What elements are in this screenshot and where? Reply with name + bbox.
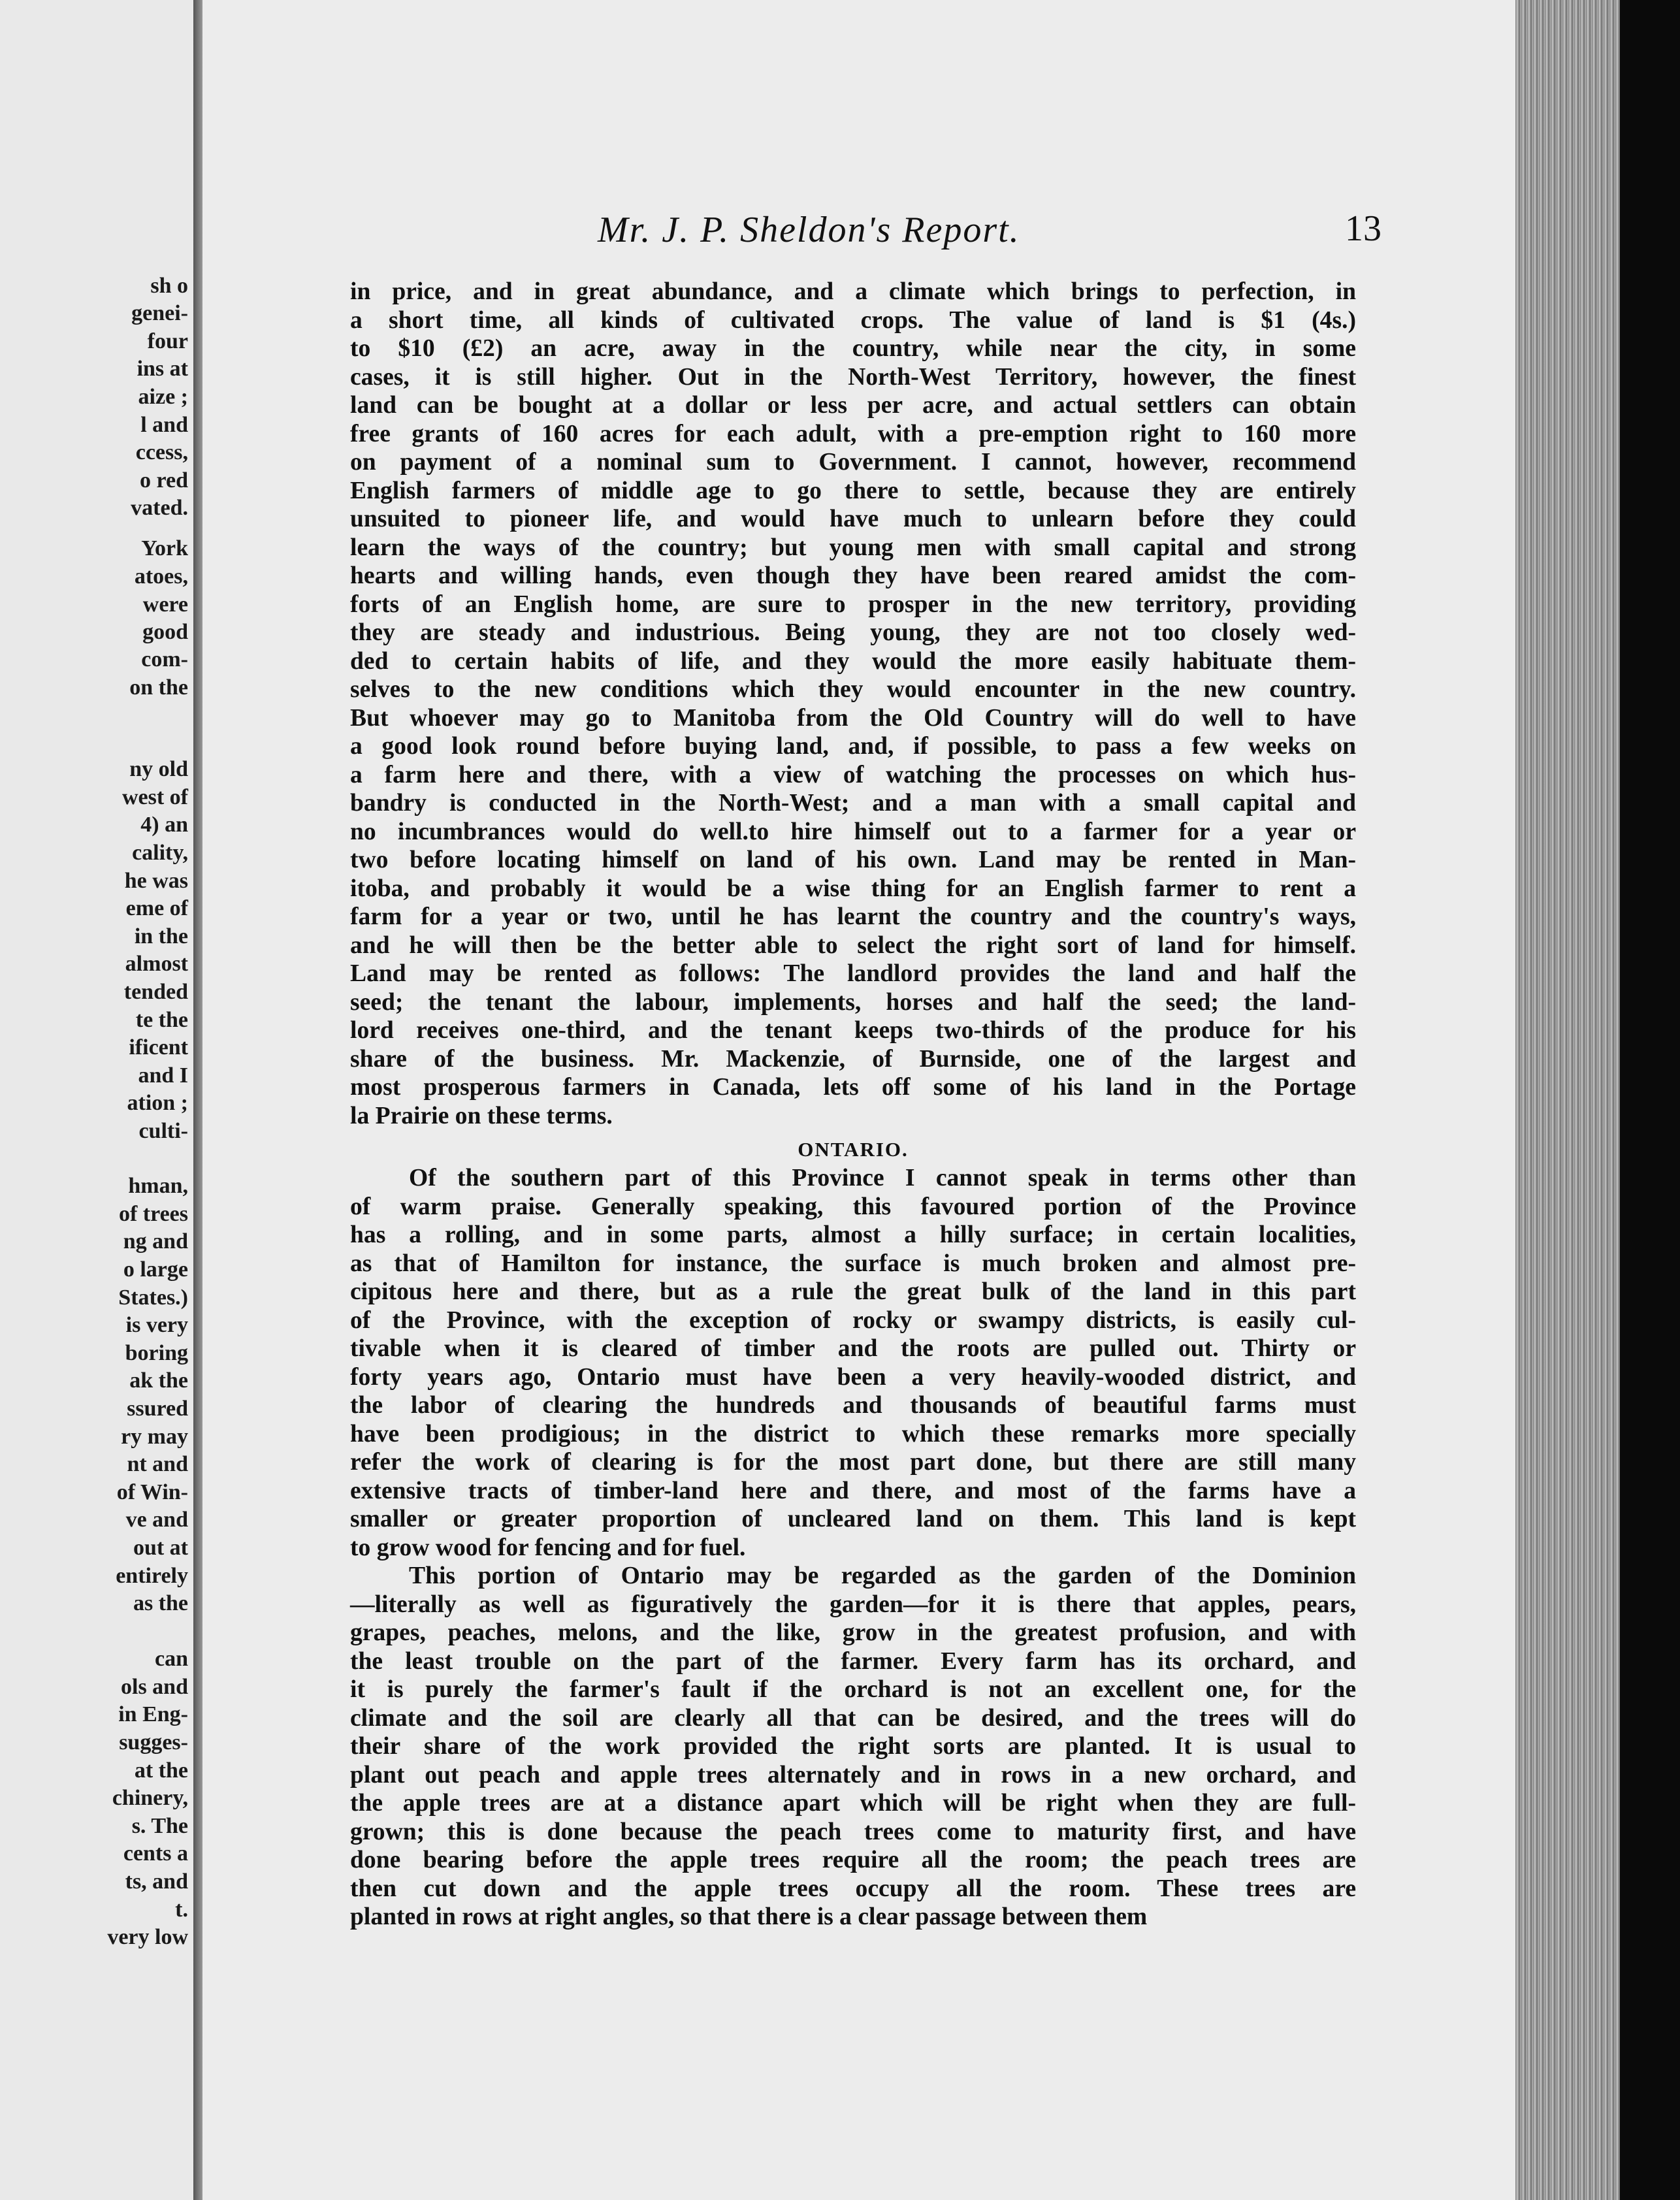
text-line: unsuited to pioneer life, and would have much to unlearn before they could <box>350 506 1356 532</box>
text-line: This portion of Ontario may be regarded as the garden of the Dominion <box>409 1562 1356 1589</box>
left-page-line: chinery, <box>112 1786 188 1810</box>
left-page-line: eme of <box>125 896 188 920</box>
left-page-line: ificent <box>129 1035 188 1060</box>
text-line: the labor of clearing the hundreds and thousands of beautiful farms must <box>350 1392 1356 1419</box>
text-line: the apple trees are at a distance apart which will be right when they are full- <box>350 1790 1356 1817</box>
text-line: they are steady and industrious. Being young, they are not too closely wed- <box>350 619 1356 646</box>
text-line: most prosperous farmers in Canada, lets off some of his land in the Portage <box>350 1074 1356 1101</box>
text-line: their share of the work provided the right sorts are planted. It is usual to <box>350 1733 1356 1760</box>
text-line: lord receives one-third, and the tenant keeps two-thirds of the produce for his <box>350 1017 1356 1044</box>
left-page-line: boring <box>125 1341 188 1365</box>
left-page-line: t. <box>175 1898 188 1922</box>
left-page-line: atoes, <box>134 564 188 589</box>
text-line: in price, and in great abundance, and a climate which brings to perfection, in <box>350 278 1356 305</box>
left-page-line: good <box>142 620 188 644</box>
left-page-fragment <box>0 0 193 2200</box>
text-line: to grow wood for fencing and for fuel. <box>350 1534 746 1561</box>
left-page-line: ssured <box>127 1397 188 1421</box>
text-line: planted in rows at right angles, so that there is a clear passage between them <box>350 1903 1148 1930</box>
text-line: of warm praise. Generally speaking, this favoured portion of the Province <box>350 1193 1356 1220</box>
text-line: free grants of 160 acres for each adult, with a pre-emption right to 160 more <box>350 420 1356 447</box>
left-page-line: culti- <box>138 1119 188 1143</box>
left-page-line: hman, <box>128 1174 188 1198</box>
text-line: it is purely the farmer's fault if the orchard is not an excellent one, for the <box>350 1676 1356 1703</box>
text-line: refer the work of clearing is for the most part done, but there are still many <box>350 1449 1356 1476</box>
text-line: plant out peach and apple trees alternately and in rows in a new orchard, and <box>350 1761 1356 1788</box>
left-page-line: at the <box>134 1758 188 1783</box>
left-page-line: is very <box>125 1313 188 1337</box>
text-line: learn the ways of the country; but young men with small capital and strong <box>350 534 1356 561</box>
left-page-line: te the <box>135 1008 188 1032</box>
left-page-line: nt and <box>127 1452 188 1476</box>
left-page-line: in Eng- <box>118 1702 188 1726</box>
text-line: Of the southern part of this Province I cannot speak in terms other than <box>409 1165 1356 1191</box>
left-page-line: l and <box>140 413 188 437</box>
left-page-line: ols and <box>121 1675 188 1699</box>
text-line: two before locating himself on land of his own. Land may be rented in Man- <box>350 847 1356 873</box>
left-page-line: sugges- <box>119 1730 188 1755</box>
text-line: grown; this is done because the peach trees come to maturity first, and have <box>350 1818 1356 1845</box>
text-line: to $10 (£2) an acre, away in the country, while near the city, in some <box>350 335 1356 362</box>
left-page-line: as the <box>133 1591 188 1615</box>
left-page-line: ny old <box>129 757 188 781</box>
left-page-line: can <box>155 1647 188 1671</box>
left-page-line: York <box>141 536 188 560</box>
text-line: cases, it is still higher. Out in the North-West Territory, however, the finest <box>350 363 1356 391</box>
text-line: farm for a year or two, until he has learnt the country and the country's ways, <box>350 903 1356 930</box>
left-page-line: ry may <box>121 1425 188 1449</box>
text-line: a good look round before buying land, and, if possible, to pass a few weeks on <box>350 733 1356 760</box>
text-line: cipitous here and there, but as a rule the great bulk of the land in this part <box>350 1278 1356 1305</box>
text-line: a short time, all kinds of cultivated crops. The value of land is $1 (4s.) <box>350 306 1356 334</box>
left-page-line: four <box>147 329 188 353</box>
text-line: English farmers of middle age to go there to settle, because they are entirely <box>350 477 1356 504</box>
left-page-line: ak the <box>129 1368 188 1393</box>
left-page-line: of Win- <box>116 1480 188 1504</box>
left-page-line: very low <box>107 1925 188 1949</box>
text-line: the least trouble on the part of the farmer. Every farm has its orchard, and <box>350 1647 1356 1675</box>
text-line: forty years ago, Ontario must have been a very heavily-wooded district, and <box>350 1363 1356 1391</box>
text-line: —literally as well as figuratively the garden—for it is there that apples, pears, <box>350 1591 1356 1618</box>
left-page-line: genei- <box>131 301 188 325</box>
book-gutter <box>193 0 202 2200</box>
left-page-line: cality, <box>132 841 188 865</box>
running-head: Mr. J. P. Sheldon's Report. <box>598 210 1020 250</box>
left-page-line: ation ; <box>127 1091 188 1115</box>
left-page-line: and I <box>138 1063 188 1088</box>
left-page-line: out at <box>133 1536 188 1560</box>
left-page-line: o red <box>140 468 188 493</box>
left-page-line: tended <box>123 980 188 1004</box>
text-line: seed; the tenant the labour, implements, horses and half the seed; the land- <box>350 988 1356 1016</box>
text-line: done bearing before the apple trees require all the room; the peach trees are <box>350 1847 1356 1873</box>
section-heading: ONTARIO. <box>798 1138 909 1161</box>
left-page-line: cents a <box>123 1841 188 1866</box>
text-line: la Prairie on these terms. <box>350 1102 613 1129</box>
left-page-line: ccess, <box>135 440 188 464</box>
text-line: ded to certain habits of life, and they would the more easily habituate them- <box>350 647 1356 675</box>
left-page-line: ve and <box>125 1508 188 1532</box>
text-line: on payment of a nominal sum to Government. I cannot, however, recommend <box>350 449 1356 476</box>
left-page-line: s. The <box>131 1814 188 1838</box>
left-page-line: west of <box>121 785 188 809</box>
left-page-line: in the <box>134 924 188 948</box>
text-line: tivable when it is cleared of timber and the roots are pulled out. Thirty or <box>350 1335 1356 1362</box>
text-line: then cut down and the apple trees occupy all the room. These trees are <box>350 1875 1356 1902</box>
left-page-line: ts, and <box>125 1869 188 1894</box>
text-line: forts of an English home, are sure to prosper in the new territory, providing <box>350 590 1356 618</box>
text-line: extensive tracts of timber-land here and there, and most of the farms have a <box>350 1477 1356 1504</box>
left-page-line: vated. <box>131 496 188 520</box>
text-line: and he will then be the better able to select the right sort of land for himself. <box>350 931 1356 959</box>
left-page-line: States.) <box>118 1286 188 1310</box>
page-number: 13 <box>1345 208 1381 249</box>
text-line: land can be bought at a dollar or less per acre, and actual settlers can obtain <box>350 392 1356 419</box>
left-page-line: sh o <box>150 274 188 298</box>
left-page-line: of trees <box>118 1202 188 1226</box>
text-line: has a rolling, and in some parts, almost a hilly surface; in certain localities, <box>350 1221 1356 1248</box>
left-page-line: ins at <box>137 357 188 381</box>
text-line: have been prodigious; in the district to which these remarks more specially <box>350 1420 1356 1448</box>
text-line: itoba, and probably it would be a wise thing for an English farmer to rent a <box>350 875 1356 902</box>
body-text <box>350 278 1356 1932</box>
left-page-line: on the <box>129 675 188 700</box>
text-line: as that of Hamilton for instance, the surface is much broken and almost pre- <box>350 1250 1356 1277</box>
left-page-line: almost <box>125 952 188 976</box>
left-page-line: ng and <box>123 1229 188 1254</box>
left-page-line: 4) an <box>140 813 188 837</box>
left-page-line: aize ; <box>138 385 188 409</box>
text-line: smaller or greater proportion of uncleared land on them. This land is kept <box>350 1506 1356 1532</box>
text-line: climate and the soil are clearly all that can be desired, and the trees will do <box>350 1704 1356 1732</box>
text-line: a farm here and there, with a view of watching the processes on which hus- <box>350 761 1356 788</box>
text-line: bandry is conducted in the North-West; and a man with a small capital and <box>350 790 1356 817</box>
text-line: hearts and willing hands, even though they have been reared amidst the com- <box>350 562 1356 589</box>
text-line: Land may be rented as follows: The landlord provides the land and half the <box>350 960 1356 987</box>
left-page-line: he was <box>124 869 188 893</box>
left-page-line: o large <box>123 1257 188 1282</box>
text-line: of the Province, with the exception of rocky or swampy districts, is easily cul- <box>350 1306 1356 1334</box>
text-line: selves to the new conditions which they would encounter in the new country. <box>350 676 1356 703</box>
text-line: no incumbrances would do well.to hire himself out to a farmer for a year or <box>350 818 1356 845</box>
text-line: share of the business. Mr. Mackenzie, of Burnside, one of the largest and <box>350 1045 1356 1073</box>
left-page-line: were <box>142 592 188 617</box>
text-line: grapes, peaches, melons, and the like, grow in the greatest profusion, and with <box>350 1619 1356 1646</box>
left-page-line: entirely <box>116 1564 188 1588</box>
scan-border <box>1620 0 1680 2200</box>
left-page-line: com- <box>141 647 188 671</box>
text-line: But whoever may go to Manitoba from the Old Country will do well to have <box>350 704 1356 732</box>
